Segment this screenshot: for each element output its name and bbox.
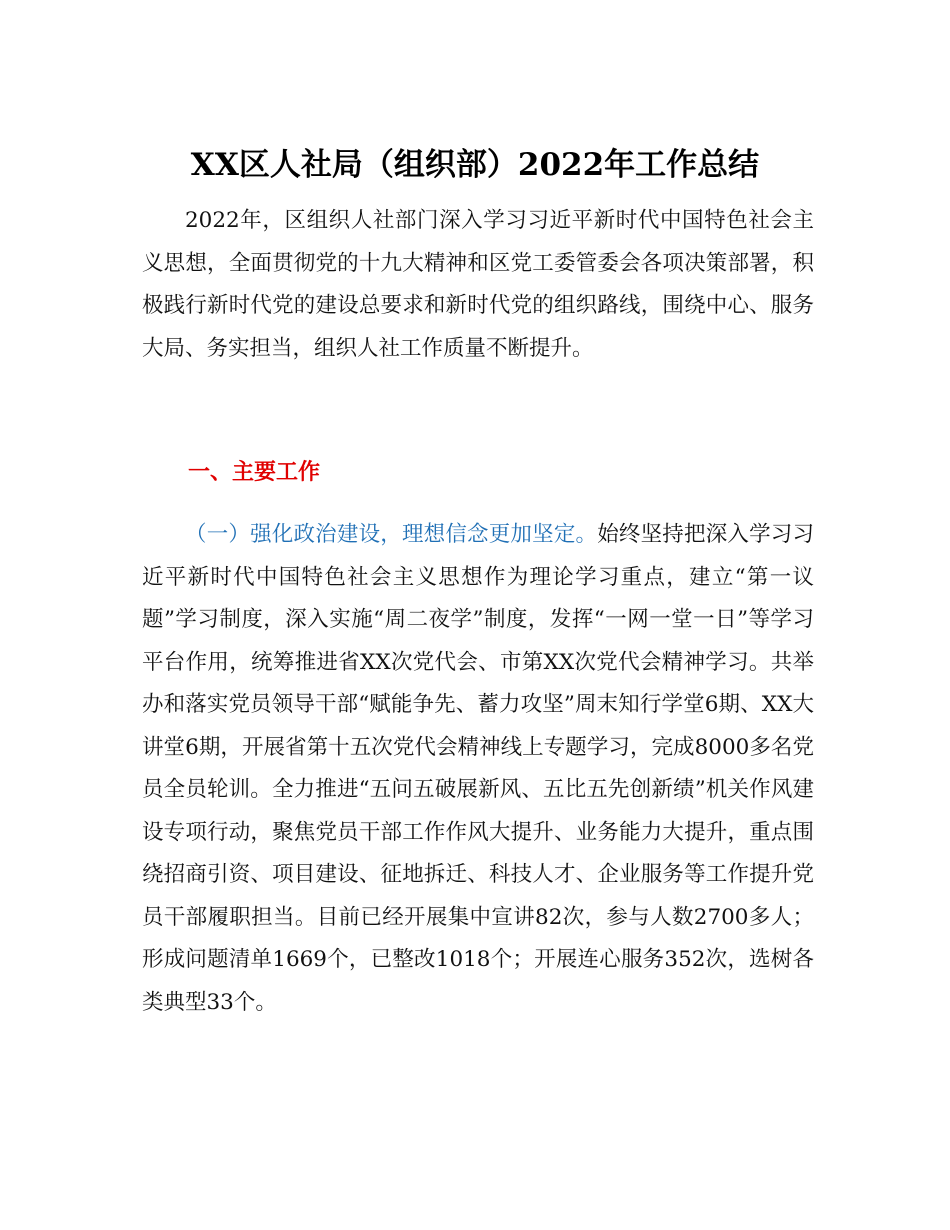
subsection-body: 始终坚持把深入学习习近平新时代中国特色社会主义思想作为理论学习重点，建立“第一议题”学习制度，深入实施“周二夜学”制度，发挥“一网一堂一日”等学习平台作用，统筹推进省XX次党代会、市第XX次党代会精神学习。共举办和落实党员领导干部“赋能争先、蓄力攻坚”周末知行学堂6期、XX大讲堂6期，开展省第十五次党代会精神线上专题学习，完成8000多名党员全员轮训。全力推进“五问五破展新风、五比五先创新绩”机关作风建设专项行动，聚焦党员干部工作作风大提升、业务能力大提升，重点围绕招商引资、项目建设、征地拆迁、科技人才、企业服务等工作提升党员干部履职担当。目前已经开展集中宣讲82次，参与人数2700多人；形成问题清单1669个，已整改1018个；开展连心服务352次，选树各类典型33个。 — [142, 522, 814, 1015]
section-heading-main-work: 一、主要工作 — [188, 460, 321, 485]
intro-paragraph: 2022年，区组织人社部门深入学习习近平新时代中国特色社会主义思想，全面贯彻党的十九大精神和区党工委管委会各项决策部署，积极践行新时代党的建设总要求和新时代党的组织路线，围绕中心、服务大局、务实担当，组织人社工作质量不断提升。 — [142, 208, 814, 361]
document-title: XX区人社局（组织部）2022年工作总结 — [190, 147, 760, 183]
subsection-heading: （一）强化政治建设，理想信念更加坚定。 — [185, 522, 598, 547]
subsection-paragraph-political-building — [142, 514, 814, 1024]
